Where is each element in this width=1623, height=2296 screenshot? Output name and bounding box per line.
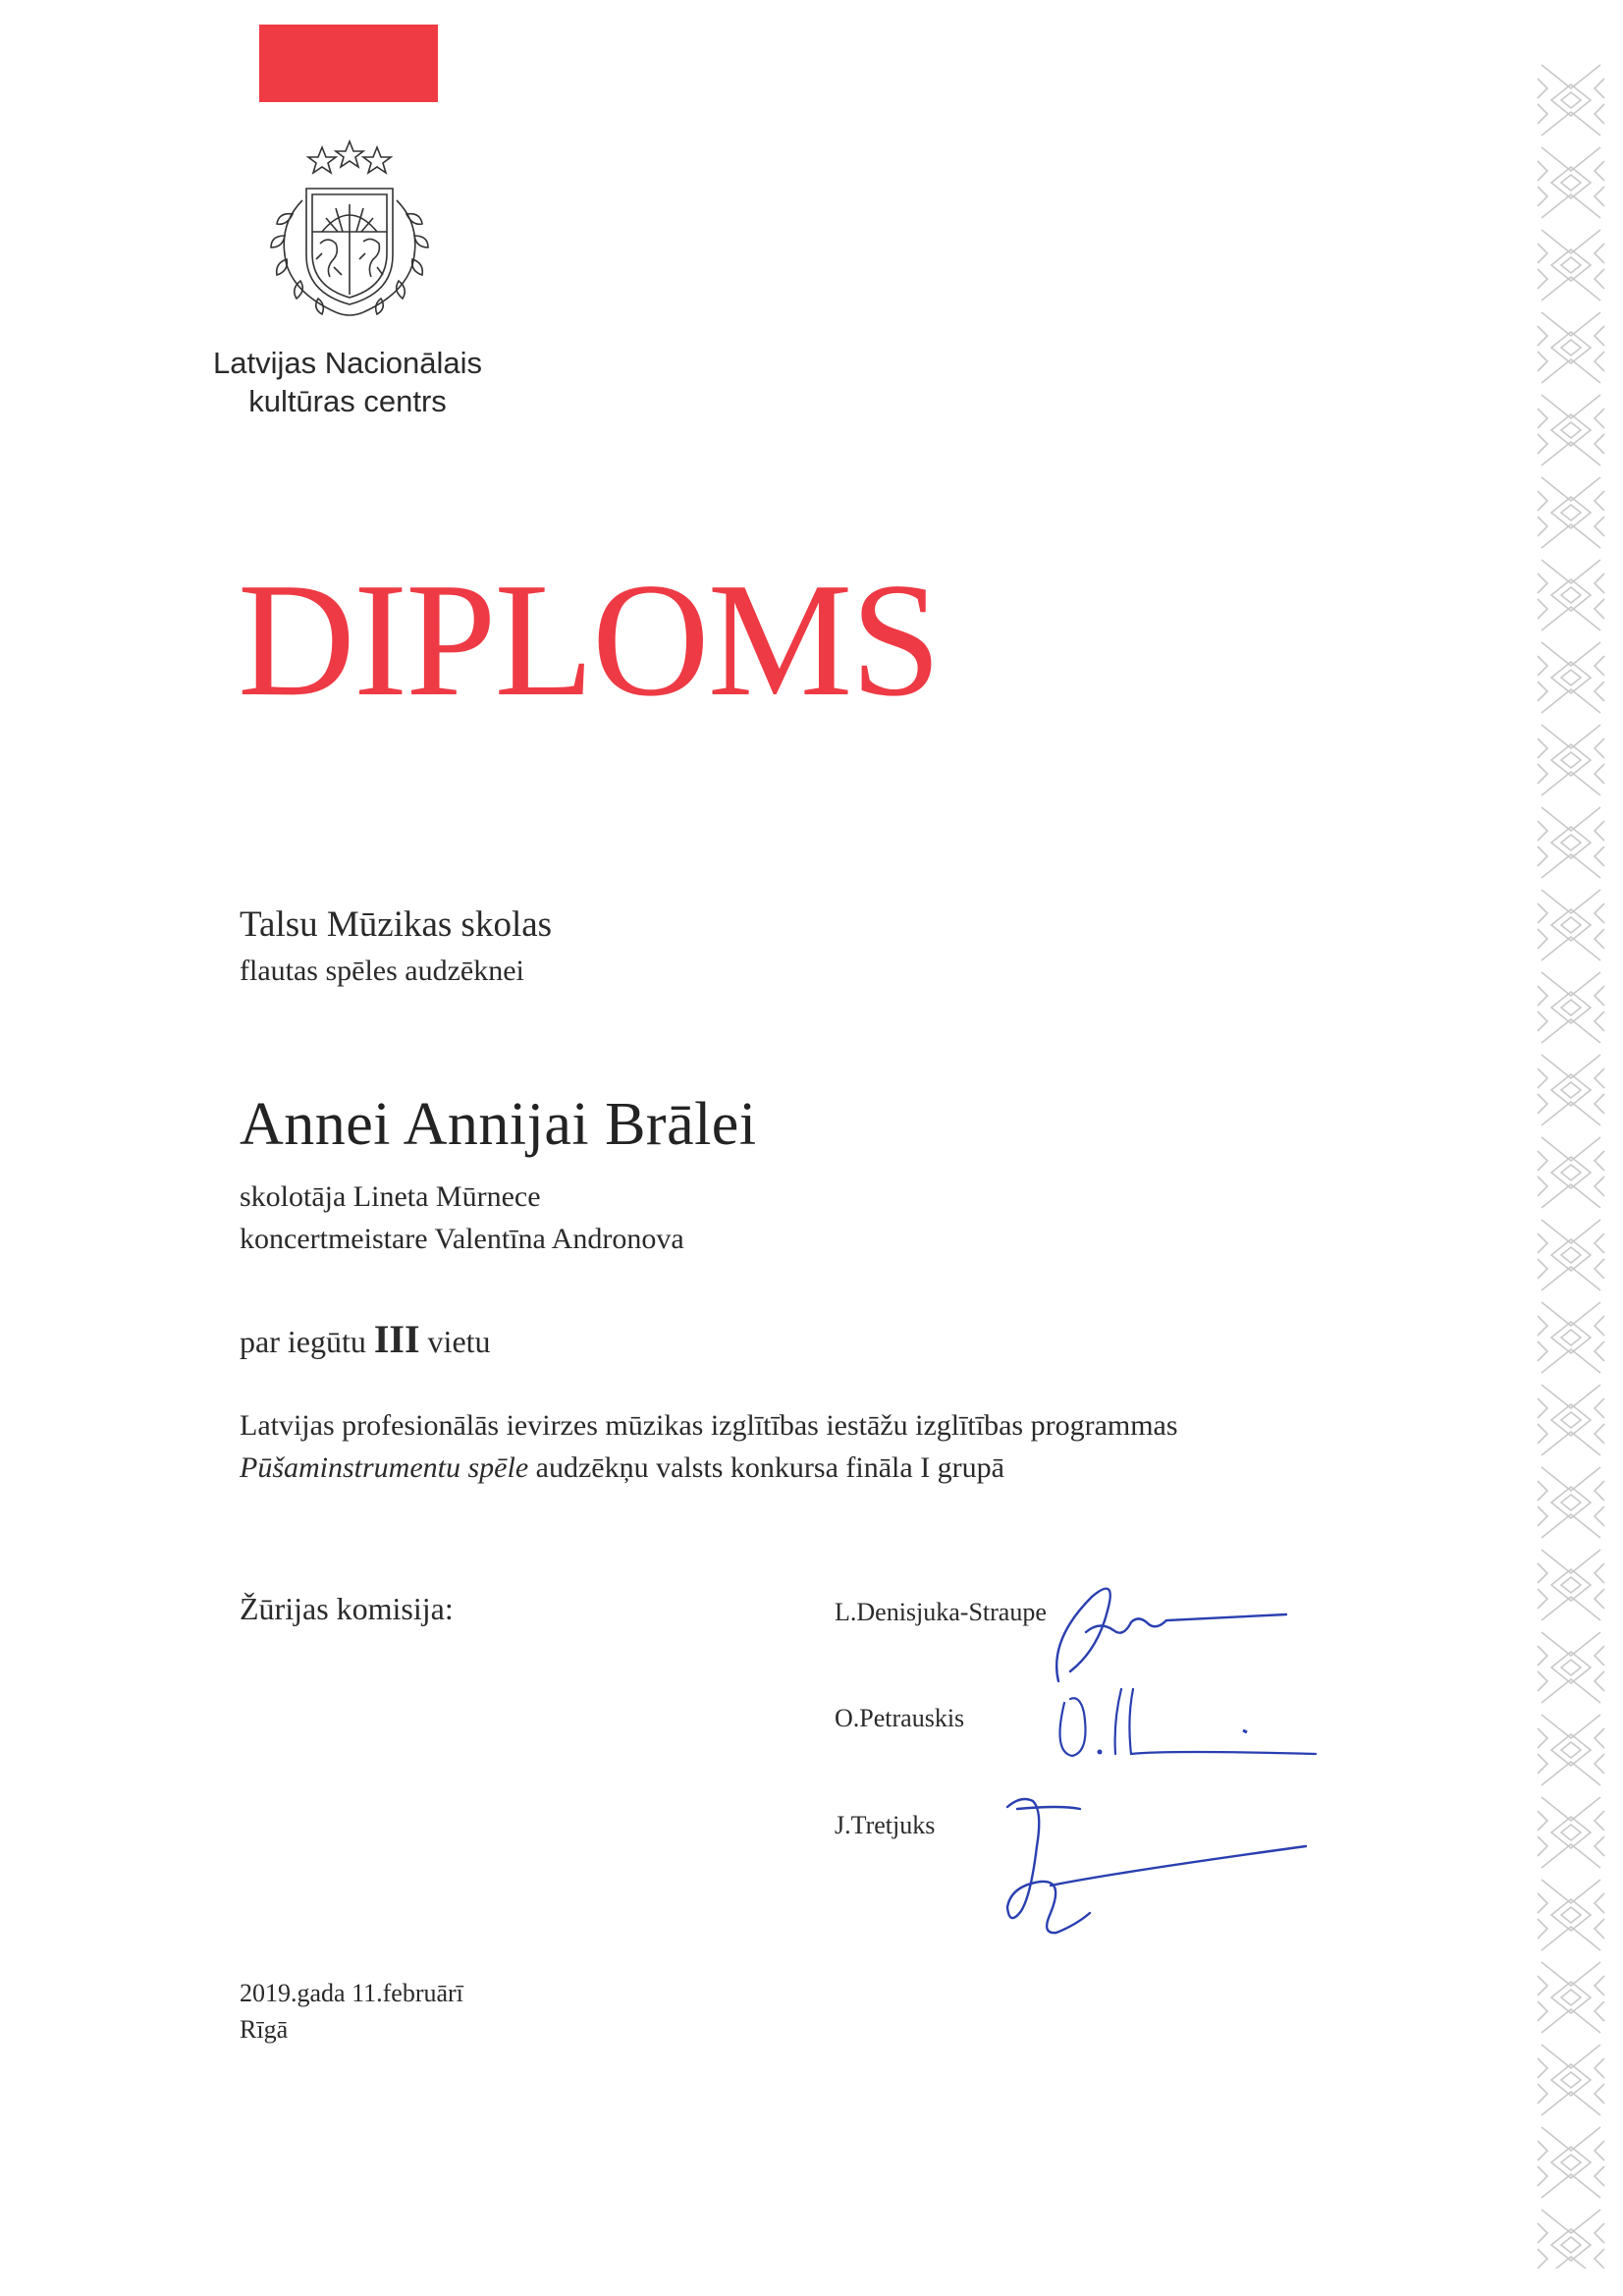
handwritten-signature-icon xyxy=(1051,1660,1325,1768)
organization-line-1: Latvijas Nacionālais xyxy=(213,346,482,380)
teacher-line: skolotāja Lineta Mūrnece xyxy=(240,1180,541,1213)
organization-line-2: kultūras centrs xyxy=(248,384,447,418)
place-prefix: par iegūtu xyxy=(240,1324,366,1359)
award-place-line xyxy=(240,1316,491,1362)
school-name: Talsu Mūzikas skolas xyxy=(240,904,553,945)
brand-red-bar xyxy=(259,25,438,102)
jury-member-name: L.Denisjuka-Straupe xyxy=(835,1598,1047,1626)
place-suffix: vietu xyxy=(427,1324,491,1359)
latvia-coat-of-arms-icon xyxy=(257,137,442,320)
jury-member-name: O.Petrauskis xyxy=(835,1704,965,1732)
organization-name xyxy=(200,344,495,420)
competition-description-line-2 xyxy=(240,1451,1004,1485)
competition-description-rest: audzēkņu valsts konkursa fināla I grupā xyxy=(528,1451,1004,1484)
competition-description-line-1: Latvijas profesionālās ievirzes mūzikas izglītības iestāžu izglītības programmas xyxy=(240,1409,1178,1442)
jury-member-name: J.Tretjuks xyxy=(835,1811,936,1839)
jury-label: Žūrijas komisija: xyxy=(240,1591,454,1626)
diploma-title: DIPLOMS xyxy=(238,549,940,730)
latvian-ornament-border-icon xyxy=(1532,59,1610,2269)
instrument-line: flautas spēles audzēknei xyxy=(240,955,524,987)
issue-place: Rīgā xyxy=(240,2015,289,2044)
place-rank: III xyxy=(373,1317,420,1361)
recipient-name: Annei Annijai Brālei xyxy=(240,1091,757,1158)
accompanist-line: koncertmeistare Valentīna Andronova xyxy=(240,1223,684,1255)
program-name-italic: Pūšaminstrumentu spēle xyxy=(240,1451,529,1484)
handwritten-signature-icon xyxy=(982,1787,1316,1944)
issue-date: 2019.gada 11.februārī xyxy=(240,1979,463,2007)
